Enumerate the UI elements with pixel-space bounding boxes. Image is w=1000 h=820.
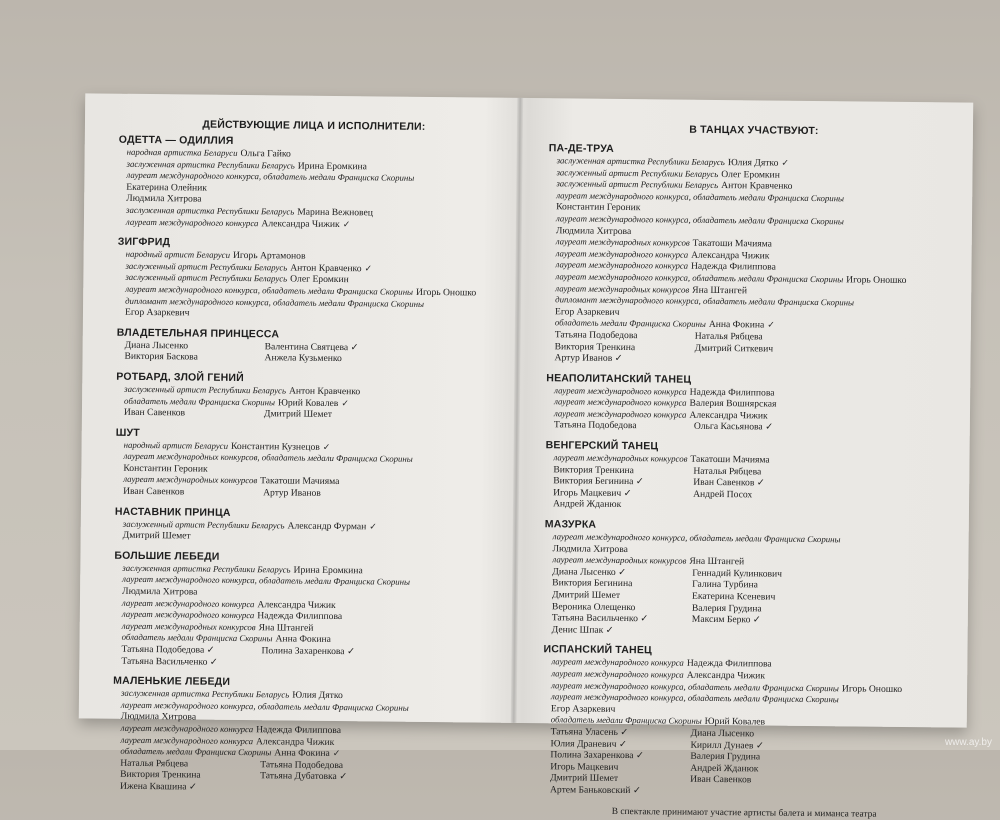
role-heading: НЕАПОЛИТАНСКИЙ ТАНЕЦ: [546, 371, 692, 386]
performer-name: Константин Кузнецов: [230, 440, 320, 453]
performer-title: народный артист Беларуси: [123, 439, 229, 451]
performer-name: Андрей Посох: [693, 488, 753, 501]
performer-title: заслуженный артист Республики Беларусь: [122, 518, 285, 531]
performer-title: лауреат международного конкурса, обладатель медали Франциска Скорины: [125, 283, 414, 297]
performer-title: лауреат международного конкурса, обладатель медали Франциска Скорины: [552, 531, 841, 545]
performer-name: Надежда Филиппова: [686, 658, 772, 670]
performer-title: народный артист Беларуси: [125, 248, 231, 261]
performer-name: Виктория Тренкина: [120, 769, 201, 781]
performer-name: Артур Иванов ✓: [554, 352, 623, 365]
performer-name: Людмила Хитрова: [126, 193, 202, 205]
performer-name: Наталья Рябцева: [694, 330, 763, 343]
performer-name: Яна Штангей: [258, 622, 314, 634]
performer-name: Игорь Мацкевич: [550, 760, 619, 773]
performer-name: Александра Чижик: [255, 735, 335, 748]
performer-name: Игорь Оношко: [415, 286, 477, 299]
role-heading: РОТБАРД, ЗЛОЙ ГЕНИЙ: [116, 370, 244, 384]
performer-name: Юлия Дятко: [727, 157, 779, 169]
performer-name: [692, 626, 842, 639]
performer-name: Такатоши Мачияма: [260, 475, 340, 488]
performer-name: Татьяна Подобедова ✓: [121, 643, 215, 656]
performer-name: Татьяна Подобедова: [260, 758, 344, 771]
performer-title: лауреат международного конкурса: [553, 408, 687, 420]
performer-name: Людмила Хитрова: [555, 224, 632, 237]
performer-name: [693, 500, 843, 513]
performer-name: Виктория Баскова: [124, 351, 198, 363]
role-heading: МАЗУРКА: [544, 518, 597, 531]
performer-name: Такатоши Мачияма: [690, 453, 770, 466]
performer-title: лауреат международного конкурса: [551, 668, 684, 680]
performer-name: Надежда Филиппова: [689, 386, 775, 399]
performer-name: Марина Вежновец: [297, 206, 373, 219]
performer-name: Ижена Квашина ✓: [119, 780, 197, 793]
performer-name: Геннадий Кулинкович: [692, 567, 783, 580]
checkmark-icon: ✓: [341, 397, 349, 408]
performer-title: обладатель медали Франциска Скорины: [121, 632, 273, 644]
performer-name: Надежда Филиппова: [257, 610, 343, 623]
performer-name: Ирина Еромкина: [297, 160, 368, 172]
performer-title: дипломант международного конкурса, обладатель медали Франциска Скорины: [125, 295, 425, 309]
performer-name: Людмила Хитрова: [552, 542, 628, 555]
performer-title: заслуженная артистка Республики Беларусь: [122, 562, 291, 575]
performer-name: Юрий Ковалев: [704, 716, 766, 728]
performer-name: Виктория Бегинина: [552, 577, 633, 590]
checkmark-icon: ✓: [781, 157, 790, 168]
performer-name: Юлия Драневич ✓: [550, 737, 627, 750]
performer-name: Дмитрий Ситкевич: [694, 342, 774, 355]
performer-name: Игорь Артамонов: [232, 250, 306, 262]
performer-name: Анна Фокина: [708, 319, 765, 331]
role-heading: ПА-ДЕ-ТРУА: [548, 142, 615, 155]
performer-title: обладатель медали Франциска Скорины: [124, 395, 276, 407]
role-heading: ИСПАНСКИЙ ТАНЕЦ: [543, 643, 652, 657]
performer-name: Юрий Ковалев: [277, 396, 339, 409]
performer-title: лауреат международного конкурса, обладатель медали Франциска Скорины: [551, 679, 839, 693]
performer-name: Валерия Грудина: [691, 602, 762, 615]
performer-name: Игорь Мацкевич ✓: [553, 487, 632, 499]
performer-name: Полина Захаренкова ✓: [261, 645, 356, 658]
performer-name: Иван Савенков: [690, 774, 752, 786]
performer-name: Ирина Еромкина: [293, 564, 363, 577]
performer-name: Татьяна Васильченко ✓: [121, 655, 218, 668]
performer-title: обладатель медали Франциска Скорины: [554, 317, 706, 330]
performer-name: Валерия Грудина: [690, 750, 761, 763]
performer-title: лауреат международного конкурса: [555, 248, 689, 260]
role-heading: ШУТ: [115, 426, 140, 439]
performer-name: Егор Азаркевич: [550, 703, 616, 715]
performer-name: Валентина Святцева ✓: [264, 340, 359, 353]
performer-name: Анна Фокина: [274, 747, 330, 760]
checkmark-icon: ✓: [332, 748, 341, 759]
performer-name: Дмитрий Шемет: [550, 772, 619, 785]
performer-name: Денис Шпак ✓: [551, 624, 614, 636]
performer-title: лауреат международных конкурсов: [552, 554, 687, 566]
performer-title: обладатель медали Франциска Скорины: [550, 714, 702, 727]
performer-title: лауреат международного конкурса, обладатель медали Франциска Скорины: [555, 213, 844, 227]
role-heading: ЗИГФРИД: [117, 235, 171, 249]
performer-pairs: [116, 339, 506, 366]
performer-name: Константин Героник: [123, 462, 208, 475]
performer-name: Артем Баньковский ✓: [549, 784, 641, 797]
performer-title: лауреат международного конкурса, обладатель медали Франциска Скорины: [126, 169, 415, 184]
performer-name: Екатерина Ксеневич: [692, 590, 776, 603]
performer-name: Татьяна Васильченко ✓: [551, 612, 649, 625]
performer-name: Валерия Вошнярская: [689, 397, 777, 410]
performer-title: заслуженный артист Республики Беларусь: [125, 272, 288, 284]
performer-title: лауреат международного конкурса: [125, 216, 259, 228]
performer-title: лауреат международных конкурсов: [553, 452, 688, 464]
performer-name: Татьяна Подобедова: [553, 419, 637, 432]
performer-title: лауреат международного конкурса: [120, 722, 254, 735]
performer-name: Галина Турбина: [692, 579, 758, 591]
performer-pairs: [546, 329, 956, 368]
performer-name: Надежда Филиппова: [690, 261, 776, 273]
performer-name: Ольга Гайко: [240, 147, 291, 160]
performer-name: [690, 786, 840, 799]
performer-name: Надежда Филиппова: [256, 724, 342, 737]
performer-title: заслуженная артистка Республики Беларусь: [126, 204, 295, 217]
performer-title: заслуженный артист Республики Беларусь: [556, 166, 719, 179]
performer-title: народная артистка Беларуси: [126, 146, 238, 158]
right-page-heading: В ТАНЦАХ УЧАСТВУЮТ:: [689, 123, 819, 138]
performer-title: лауреат международных конкурсов: [555, 282, 690, 295]
performer-title: лауреат международного конкурса: [120, 734, 254, 746]
performer-name: Кирилл Дунаев ✓: [690, 739, 764, 752]
performer-name: Иван Савенков ✓: [693, 477, 765, 489]
performer-name: Людмила Хитрова: [120, 711, 197, 723]
performer-name: Ольга Касьянова ✓: [693, 421, 774, 434]
performer-pairs: [542, 726, 953, 800]
performer-pairs: [544, 566, 955, 640]
right-sections: [542, 142, 959, 800]
performer-name: Егор Азаркевич: [124, 306, 190, 319]
performer-name: Константин Героник: [556, 201, 641, 214]
role-heading: МАЛЕНЬКИЕ ЛЕБЕДИ: [113, 674, 231, 689]
page-fold: [511, 98, 524, 723]
performer-name: Яна Штангей: [689, 555, 745, 568]
performer-title: дипломант международного конкурса, обладатель медали Франциска Скорины: [555, 294, 855, 308]
performer-name: Виктория Бегинина ✓: [553, 475, 644, 488]
checkmark-icon: ✓: [364, 263, 373, 274]
performer-title: лауреат международного конкурса, обладатель медали Франциска Скорины: [556, 190, 845, 204]
performer-name: Александра Чижик: [686, 669, 766, 682]
performer-name: [694, 354, 844, 367]
performer-name: Максим Берко ✓: [691, 613, 761, 626]
performer-title: лауреат международных конкурсов: [123, 474, 258, 486]
performer-name: Александра Чижик: [261, 217, 340, 230]
performer-name: [261, 657, 411, 670]
performer-title: лауреат международного конкурса: [554, 384, 687, 397]
performer-title: заслуженная артистка Республики Беларусь: [120, 687, 290, 700]
performer-name: Антон Кравченко: [288, 385, 361, 398]
checkmark-icon: ✓: [767, 319, 775, 330]
performer-pairs: [545, 464, 955, 515]
performer-name: Иван Савенков: [123, 485, 185, 498]
performer-pairs: [113, 644, 503, 671]
performer-name: Александра Чижик: [691, 249, 770, 262]
performer-title: лауреат международного конкурса: [121, 597, 255, 609]
performer-name: Наталья Рябцева: [120, 757, 189, 770]
performer-name: Андрей Жданюк: [552, 498, 622, 511]
left-page: [112, 118, 509, 797]
performer-title: лауреат международного конкурса, обладатель медали Франциска Скорины: [550, 691, 839, 705]
performer-name: Антон Кравченко: [290, 262, 362, 275]
performer-name: Диана Лысенко: [690, 727, 755, 740]
performer-title: лауреат международных конкурсов: [121, 620, 256, 632]
role-heading: НАСТАВНИК ПРИНЦА: [114, 505, 231, 519]
performer-title: лауреат международного конкурса: [121, 608, 255, 621]
performer-title: обладатель медали Франциска Скорины: [120, 745, 272, 758]
performer-name: Игорь Оношко: [841, 682, 903, 695]
performer-name: Александра Чижик: [689, 409, 768, 422]
performer-name: Артур Иванов: [263, 487, 321, 499]
performer-pairs: [112, 757, 502, 796]
left-page-heading: ДЕЙСТВУЮЩИЕ ЛИЦА И ИСПОЛНИТЕЛИ:: [202, 118, 426, 133]
performer-name: Вероника Олещенко: [551, 600, 636, 613]
performer-title: лауреат международного конкурса, обладатель медали Франциска Скорины: [555, 271, 844, 285]
performer-name: Наталья Рябцева: [693, 465, 762, 478]
performer-title: лауреат международного конкурса: [554, 396, 687, 408]
performer-name: Игорь Оношко: [846, 274, 907, 286]
performer-name: Анжела Кузьменко: [264, 352, 342, 365]
role-heading: ВЕНГЕРСКИЙ ТАНЕЦ: [545, 439, 659, 453]
performer-name: Александр Фурман: [287, 520, 367, 532]
performer-name: Анна Фокина: [275, 633, 332, 646]
footer-note: В спектакле принимают участие артисты балета и миманса театра: [611, 806, 877, 820]
performer-name: Егор Азаркевич: [554, 306, 620, 318]
checkmark-icon: ✓: [369, 521, 377, 532]
performer-name: Диана Лысенко ✓: [552, 566, 627, 578]
performer-name: Олег Еромкин: [290, 273, 349, 286]
performer-title: заслуженный артист Республики Беларусь: [556, 178, 719, 191]
performer-name: Татьяна Дубатовка ✓: [260, 770, 348, 783]
performer-name: Александра Чижик: [257, 598, 336, 611]
performer-name: Юлия Дятко: [292, 689, 343, 702]
performer-name: Дмитрий Шемет: [552, 589, 621, 601]
performer-name: Виктория Тренкина: [553, 463, 634, 476]
performer-name: Андрей Жданюк: [690, 762, 759, 775]
performer-title: заслуженный артист Республики Беларусь: [124, 383, 287, 396]
right-page: [542, 122, 959, 820]
performer-name: Людмила Хитрова: [122, 585, 198, 598]
performer-name: Такатоши Мачияма: [692, 237, 772, 250]
performer-name: Татьяна Уласень ✓: [550, 726, 629, 739]
performer-name: [260, 782, 410, 795]
performer-name: Иван Савенков: [123, 406, 186, 419]
performer-title: лауреат международного конкурса: [551, 656, 684, 669]
performer-title: лауреат международных конкурсов: [555, 236, 690, 248]
performer-title: лауреат международного конкурса: [555, 259, 689, 272]
left-sections: [112, 134, 509, 797]
role-heading: ВЛАДЕТЕЛЬНАЯ ПРИНЦЕССА: [116, 326, 280, 341]
performer-name: Дмитрий Шемет: [263, 408, 332, 421]
performer-title: заслуженная артистка Республики Беларусь: [556, 155, 725, 168]
performer-title: заслуженная артистка Республики Беларусь: [126, 158, 295, 171]
performer-title: лауреат международного конкурса, обладатель медали Франциска Скорины: [122, 574, 411, 588]
performer-title: лауреат международного конкурса, обладатель медали Франциска Скорины: [120, 699, 409, 713]
performer-name: Яна Штангей: [692, 284, 748, 296]
performer-name: Антон Кравченко: [721, 180, 793, 192]
performer-name: Дмитрий Шемет: [122, 530, 191, 542]
performer-name: Екатерина Олейник: [126, 181, 207, 194]
watermark: www.ay.by: [944, 737, 992, 748]
performer-name: Виктория Тренкина: [554, 340, 636, 353]
performer-title: лауреат международных конкурсов, обладатель медали Франциска Скорины: [123, 451, 413, 465]
checkmark-icon: ✓: [322, 441, 331, 452]
role-heading: ОДЕТТА — ОДИЛЛИЯ: [118, 133, 234, 147]
role-heading: БОЛЬШИЕ ЛЕБЕДИ: [114, 549, 220, 563]
performer-name: Полина Захаренкова ✓: [550, 749, 645, 762]
performer-name: Татьяна Подобедова: [554, 329, 638, 342]
performer-name: Диана Лысенко: [124, 339, 189, 352]
performer-title: заслуженный артист Республики Беларусь: [125, 260, 288, 273]
checkmark-icon: ✓: [342, 218, 351, 229]
performer-name: Олег Еромкин: [721, 168, 780, 181]
